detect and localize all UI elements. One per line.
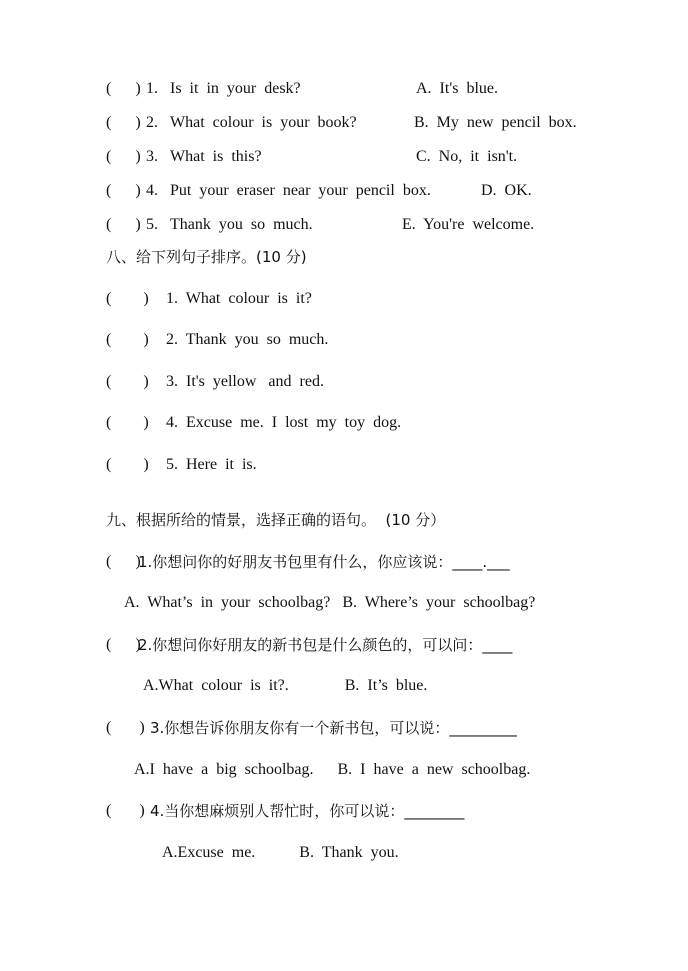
answer-bracket: ( ) <box>106 553 141 570</box>
situation-options: A.I have a big schoolbag. B. I have a new schoolbag. <box>134 761 531 778</box>
situation-prompt: 3.你想告诉你朋友你有一个新书包，可以说：_________ <box>150 719 517 737</box>
section-8-title: 八、给下列句子排序。(10 分) <box>106 248 307 266</box>
question-text: Thank you so much. <box>170 216 313 233</box>
order-sentence: 3. It's yellow and red. <box>166 373 324 390</box>
answer-bracket: ( ) <box>106 148 141 165</box>
question-number: 3. <box>146 148 158 165</box>
answer-option: B. My new pencil box. <box>414 114 577 131</box>
question-number: 4. <box>146 182 158 199</box>
order-sentence: 2. Thank you so much. <box>166 331 329 348</box>
answer-bracket: ( ) <box>106 80 141 97</box>
situation-options: A.Excuse me. B. Thank you. <box>162 844 399 861</box>
order-sentence: 1. What colour is it? <box>166 290 312 307</box>
question-text: Is it in your desk? <box>170 80 301 97</box>
question-number: 5. <box>146 216 158 233</box>
order-sentence: 5. Here it is. <box>166 456 257 473</box>
answer-bracket: ( ) <box>106 414 149 431</box>
answer-bracket: ( ) <box>106 373 149 390</box>
answer-option: C. No, it isn't. <box>416 148 518 165</box>
answer-bracket: ( ) <box>106 182 141 199</box>
situation-prompt: 2.你想问你好朋友的新书包是什么颜色的，可以问：____ <box>138 636 513 654</box>
question-text: What colour is your book? <box>170 114 357 131</box>
answer-bracket: ( ) <box>106 802 145 819</box>
situation-prompt: 1.你想问你的好朋友书包里有什么，你应该说：____.___ <box>138 553 510 571</box>
situation-prompt: 4.当你想麻烦别人帮忙时，你可以说：________ <box>150 802 465 820</box>
answer-bracket: ( ) <box>106 216 141 233</box>
section-9-title: 九、根据所给的情景，选择正确的语句。 (10 分） <box>106 511 446 529</box>
answer-bracket: ( ) <box>106 719 145 736</box>
answer-bracket: ( ) <box>106 331 149 348</box>
situation-options: A.What colour is it?. B. It’s blue. <box>143 677 428 694</box>
answer-bracket: ( ) <box>106 636 141 653</box>
answer-option: D. OK. <box>481 182 532 199</box>
question-number: 2. <box>146 114 158 131</box>
question-text: Put your eraser near your pencil box. <box>170 182 431 199</box>
answer-option: A. It's blue. <box>416 80 498 97</box>
question-text: What is this? <box>170 148 262 165</box>
answer-bracket: ( ) <box>106 114 141 131</box>
question-number: 1. <box>146 80 158 97</box>
order-sentence: 4. Excuse me. I lost my toy dog. <box>166 414 402 431</box>
situation-options: A. What’s in your schoolbag? B. Where’s your schoolbag? <box>124 594 536 611</box>
answer-option: E. You're welcome. <box>402 216 535 233</box>
answer-bracket: ( ) <box>106 290 149 307</box>
answer-bracket: ( ) <box>106 456 149 473</box>
